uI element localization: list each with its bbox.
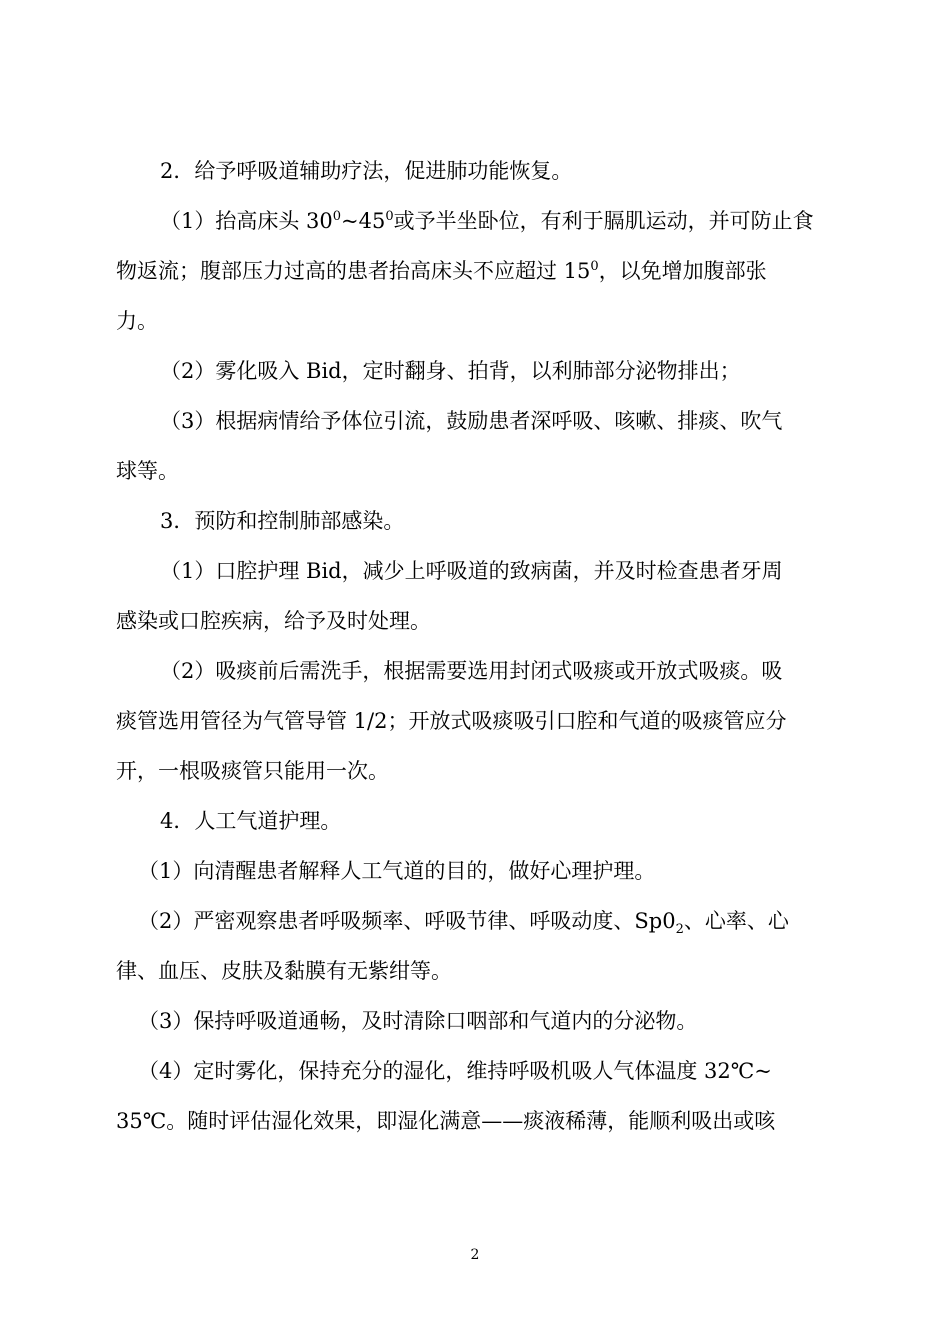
paragraph-line: 力。 [116,309,158,333]
paragraph-line: （1）向清醒患者解释人工气道的目的，做好心理护理。 [138,859,656,883]
paragraph-line: 35℃。随时评估湿化效果，即湿化满意——痰液稀薄，能顺利吸出或咳 [116,1109,776,1133]
section-heading-4: 4．人工气道护理。 [160,809,342,833]
paragraph-line: 痰管选用管径为气管导管 1/2；开放式吸痰吸引口腔和气道的吸痰管应分 [116,709,787,733]
section-heading-2: 2．给予呼吸道辅助疗法，促进肺功能恢复。 [160,159,573,183]
paragraph-line: 感染或口腔疾病，给予及时处理。 [116,609,431,633]
paragraph-line: 律、血压、皮肤及黏膜有无紫绀等。 [116,959,452,983]
paragraph-line: 球等。 [116,459,179,483]
paragraph-line: （2）严密观察患者呼吸频率、呼吸节律、呼吸动度、$Sp0_2$、心率、心 [138,909,789,938]
paragraph-line: （2）雾化吸入 Bid，定时翻身、拍背，以利肺部分泌物排出； [160,359,741,383]
paragraph-line: 物返流；腹部压力过高的患者抬高床头不应超过 $15^0$，以免增加腹部张 [116,259,767,283]
section-heading-3: 3．预防和控制肺部感染。 [160,509,405,533]
paragraph-line: （1）口腔护理 Bid，减少上呼吸道的致病菌，并及时检查患者牙周 [160,559,783,583]
paragraph-line: （3）保持呼吸道通畅，及时清除口咽部和气道内的分泌物。 [138,1009,698,1033]
page-number: 2 [470,1247,480,1263]
paragraph-line: （3）根据病情给予体位引流，鼓励患者深呼吸、咳嗽、排痰、吹气 [160,409,783,433]
paragraph-line: （1）抬高床头 $30^0\sim 45^0$或予半坐卧位，有利于膈肌运动，并可防止食 [160,209,814,233]
paragraph-line: （2）吸痰前后需洗手，根据需要选用封闭式吸痰或开放式吸痰。吸 [160,659,783,683]
paragraph-line: 开，一根吸痰管只能用一次。 [116,759,389,783]
paragraph-line: （4）定时雾化，保持充分的湿化，维持呼吸机吸人气体温度 32℃~ [138,1059,772,1083]
